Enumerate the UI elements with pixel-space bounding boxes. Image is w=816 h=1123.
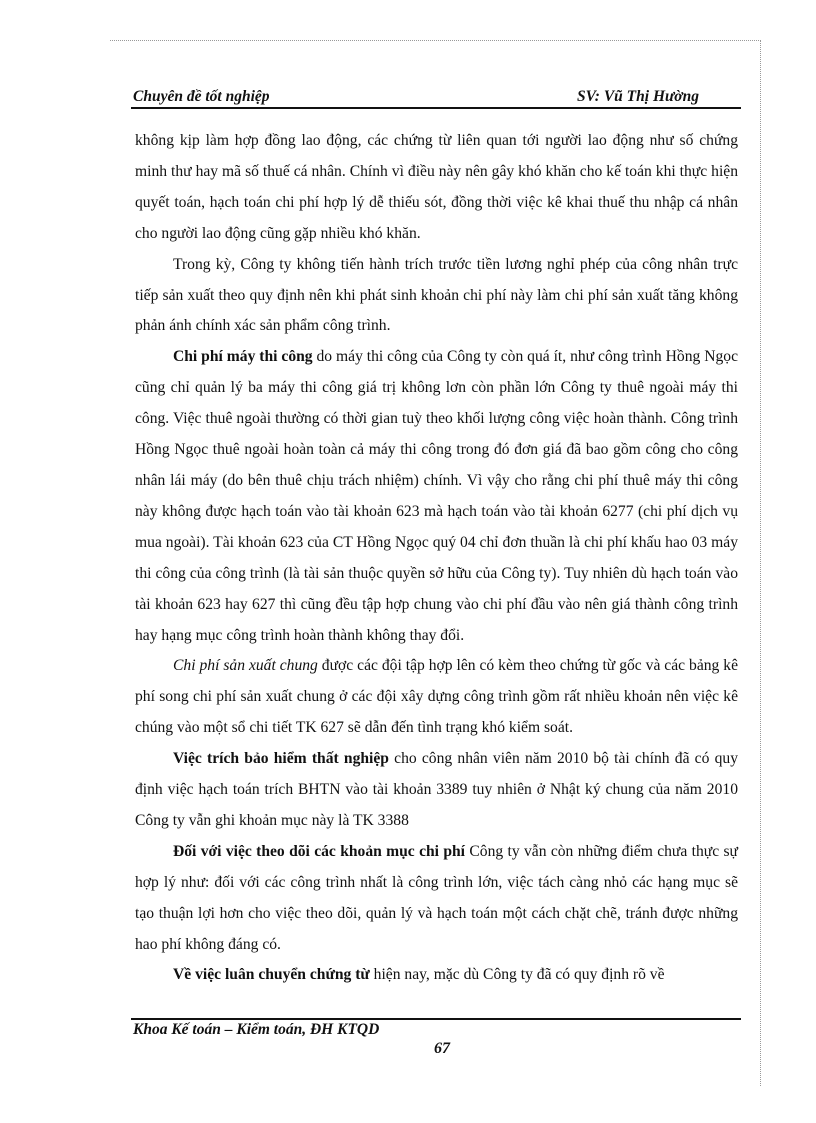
- header-author: SV: Vũ Thị Hường: [577, 88, 699, 105]
- paragraph-7-lead: Về việc luân chuyển chứng từ: [173, 966, 370, 984]
- header-title: Chuyên đề tốt nghiệp: [133, 88, 270, 105]
- paragraph-3: [135, 342, 738, 651]
- paragraph-2-text: Trong kỳ, Công ty không tiến hành trích trước tiền lương nghỉ phép của công nhân trực tiếp sản xuất theo quy định nên khi phát sinh khoản chi phí này làm chi phí sản xuất tăng không phản ánh chính xác sản phẩm công trình.: [135, 255, 738, 335]
- paragraph-3-text: do máy thi công của Công ty còn quá ít, như công trình Hồng Ngọc cũng chỉ quản lý ba máy thi công giá trị không lơn còn phần lớn Công ty thuê ngoài máy thi công. Việc thuê ngoài thường có thời gian tuỳ theo khối lượng công việc hoàn thành. Công trình Hồng Ngọc thuê ngoài hoàn toàn cả máy thi công trong đó đơn giá đã bao gồm công cho công nhân lái máy (do bên thuê chịu trách nhiệm) chính. Vì vậy cho rằng chi phí thuê máy thi công này không được hạch toán vào tài khoản 623 mà hạch toán vào tài khoản 6277 (chi phí dịch vụ mua ngoài). Tài khoản 623 của CT Hồng Ngọc quý 04 chỉ đơn thuần là chi phí khấu hao 03 máy thi công của công trình (là tài sản thuộc quyền sở hữu của Công ty). Tuy nhiên dù hạch toán vào tài khoản 623 hay 627 thì cũng đều tập hợp chung vào chi phí đầu vào nên giá thành công trình hay hạng mục công trình hoàn thành không thay đổi.: [135, 348, 738, 644]
- paragraph-6-text: Công ty vẫn còn những điểm chưa thực sự hợp lý như: đối với các công trình nhất là công trình lớn, việc tách càng nhỏ các hạng mục sẽ tạo thuận lợi hơn cho việc theo dõi, quản lý và hạch toán một cách chặt chẽ, tránh được những hao phí không đáng có.: [135, 842, 738, 953]
- paragraph-5: [135, 744, 738, 837]
- paragraph-4: [135, 651, 738, 744]
- paragraph-1: [135, 126, 738, 250]
- footer-faculty: Khoa Kế toán – Kiểm toán, ĐH KTQD: [133, 1021, 380, 1038]
- paragraph-3-lead: Chi phí máy thi công: [173, 348, 313, 366]
- paragraph-6-lead: Đối với việc theo dõi các khoản mục chi phí: [173, 842, 466, 860]
- paragraph-5-lead: Việc trích bảo hiểm thất nghiệp: [173, 750, 389, 768]
- paragraph-7: [135, 960, 738, 991]
- header-rule: [131, 107, 741, 109]
- page-number: 67: [434, 1040, 450, 1057]
- paragraph-7-text: hiện nay, mặc dù Công ty đã có quy định rõ về: [369, 966, 665, 984]
- paragraph-5-text: cho công nhân viên năm 2010 bộ tài chính đã có quy định việc hạch toán trích BHTN vào tài khoản 3389 tuy nhiên ở Nhật ký chung của năm 2010 Công ty vẫn ghi khoản mục này là TK 3388: [135, 750, 738, 829]
- paragraph-4-text: được các đội tập hợp lên có kèm theo chứng từ gốc và các bảng kê phí song chi phí sản xuất chung ở các đội xây dựng công trình gồm rất nhiều khoản nên việc kê chúng vào một sổ chi tiết TK 627 sẽ dẫn đến tình trạng khó kiểm soát.: [135, 657, 738, 737]
- paragraph-2: [135, 250, 738, 343]
- paragraph-1-text: không kịp làm hợp đồng lao động, các chứng từ liên quan tới người lao động như số chứng minh thư hay mã số thuế cá nhân. Chính vì điều này nên gây khó khăn cho kế toán khi thực hiện quyết toán, hạch toán chi phí hợp lý dễ thiếu sót, đồng thời việc kê khai thuế thu nhập cá nhân cho người lao động cũng gặp nhiều khó khăn.: [135, 132, 738, 242]
- body-text: [135, 126, 738, 991]
- paragraph-6: [135, 837, 738, 961]
- footer-rule: [131, 1018, 741, 1020]
- paragraph-4-lead: Chi phí sản xuất chung: [173, 657, 318, 675]
